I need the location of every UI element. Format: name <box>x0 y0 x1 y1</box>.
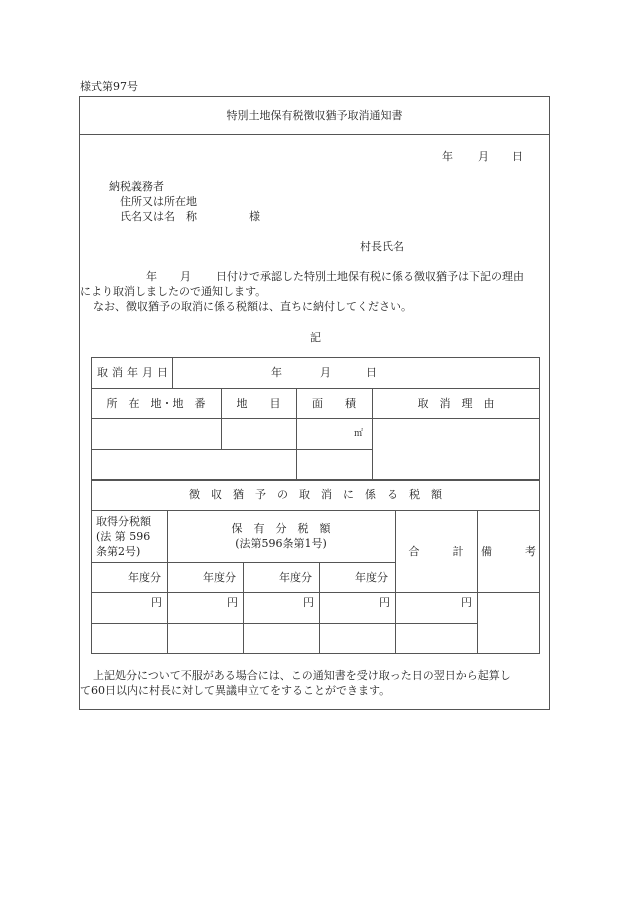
total-label: 合 計 <box>408 545 464 558</box>
year-part-3: 年度分 <box>279 571 312 584</box>
year-part-2: 年度分 <box>203 571 236 584</box>
body-month: 月 <box>180 270 191 283</box>
tax-table <box>91 480 540 654</box>
tax-table-col-line <box>319 562 320 654</box>
body-line3: なお、徴収猶予の取消に係る税額は、直ちに納付してください。 <box>93 300 412 313</box>
cancel-date-day: 日 <box>366 366 377 379</box>
yen-1: 円 <box>151 596 162 609</box>
holding-label-1: 保 有 分 税 額 <box>231 522 331 535</box>
holding-label-2: (法第596条第1号) <box>235 537 327 550</box>
body-line2: により取消しましたので通知します。 <box>80 285 267 298</box>
year-part-1: 年度分 <box>128 571 161 584</box>
tax-table-col-line <box>395 510 396 654</box>
date-day: 日 <box>512 150 523 163</box>
tax-table-col-line <box>477 510 478 654</box>
tax-table-row-line <box>91 592 540 593</box>
yen-3: 円 <box>303 596 314 609</box>
cancel-date-month: 月 <box>320 366 331 379</box>
yen-total: 円 <box>461 596 472 609</box>
area-unit: ㎡ <box>354 429 364 439</box>
honorific: 様 <box>249 210 260 223</box>
form-number: 様式第97号 <box>80 80 138 93</box>
acquisition-label-2: (法 第 596 <box>96 530 151 543</box>
name-label: 氏名又は名 称 <box>120 210 197 223</box>
taxpayer-label: 納税義務者 <box>109 180 164 193</box>
tax-table-row-line <box>91 623 477 624</box>
tax-table-col-line <box>243 562 244 654</box>
form-title: 特別土地保有税徴収猶予取消通知書 <box>226 109 403 122</box>
yen-2: 円 <box>227 596 238 609</box>
ki-heading: 記 <box>310 331 321 344</box>
body-year: 年 <box>146 270 157 283</box>
yen-4: 円 <box>379 596 390 609</box>
cancel-date-year: 年 <box>271 366 282 379</box>
cancel-date-label: 取消年月日 <box>97 366 172 379</box>
col-location: 所 在 地・地 番 <box>106 397 206 410</box>
land-table-row-line <box>91 418 540 419</box>
date-month: 月 <box>478 150 489 163</box>
land-table-row-line <box>91 388 540 389</box>
remarks-label: 備 考 <box>481 545 536 558</box>
address-label: 住所又は所在地 <box>120 195 197 208</box>
col-area: 面 積 <box>312 397 356 410</box>
land-table-col-line <box>172 357 173 388</box>
footer-line1: 上記処分について不服がある場合には、この通知書を受け取った日の翌日から起算し <box>93 669 511 682</box>
title-divider <box>79 134 550 135</box>
year-part-4: 年度分 <box>355 571 388 584</box>
issuer-name: 村長氏名 <box>360 240 404 253</box>
tax-table-row-line <box>91 510 540 511</box>
tax-table-header: 徴 収 猶 予 の 取 消 に 係 る 税 額 <box>189 488 442 501</box>
body-line1: 日付けで承認した特別土地保有税に係る徴収猶予は下記の理由 <box>216 270 524 283</box>
acquisition-label-1: 取得分税額 <box>96 515 151 528</box>
land-table-row-line <box>91 449 372 450</box>
acquisition-label-3: 条第2号) <box>96 545 141 558</box>
col-land-type: 地 目 <box>236 397 281 410</box>
footer-line2: て60日以内に村長に対して異議申立てをすることができます。 <box>80 684 391 697</box>
col-reason: 取 消 理 由 <box>417 397 495 410</box>
date-year: 年 <box>442 150 453 163</box>
